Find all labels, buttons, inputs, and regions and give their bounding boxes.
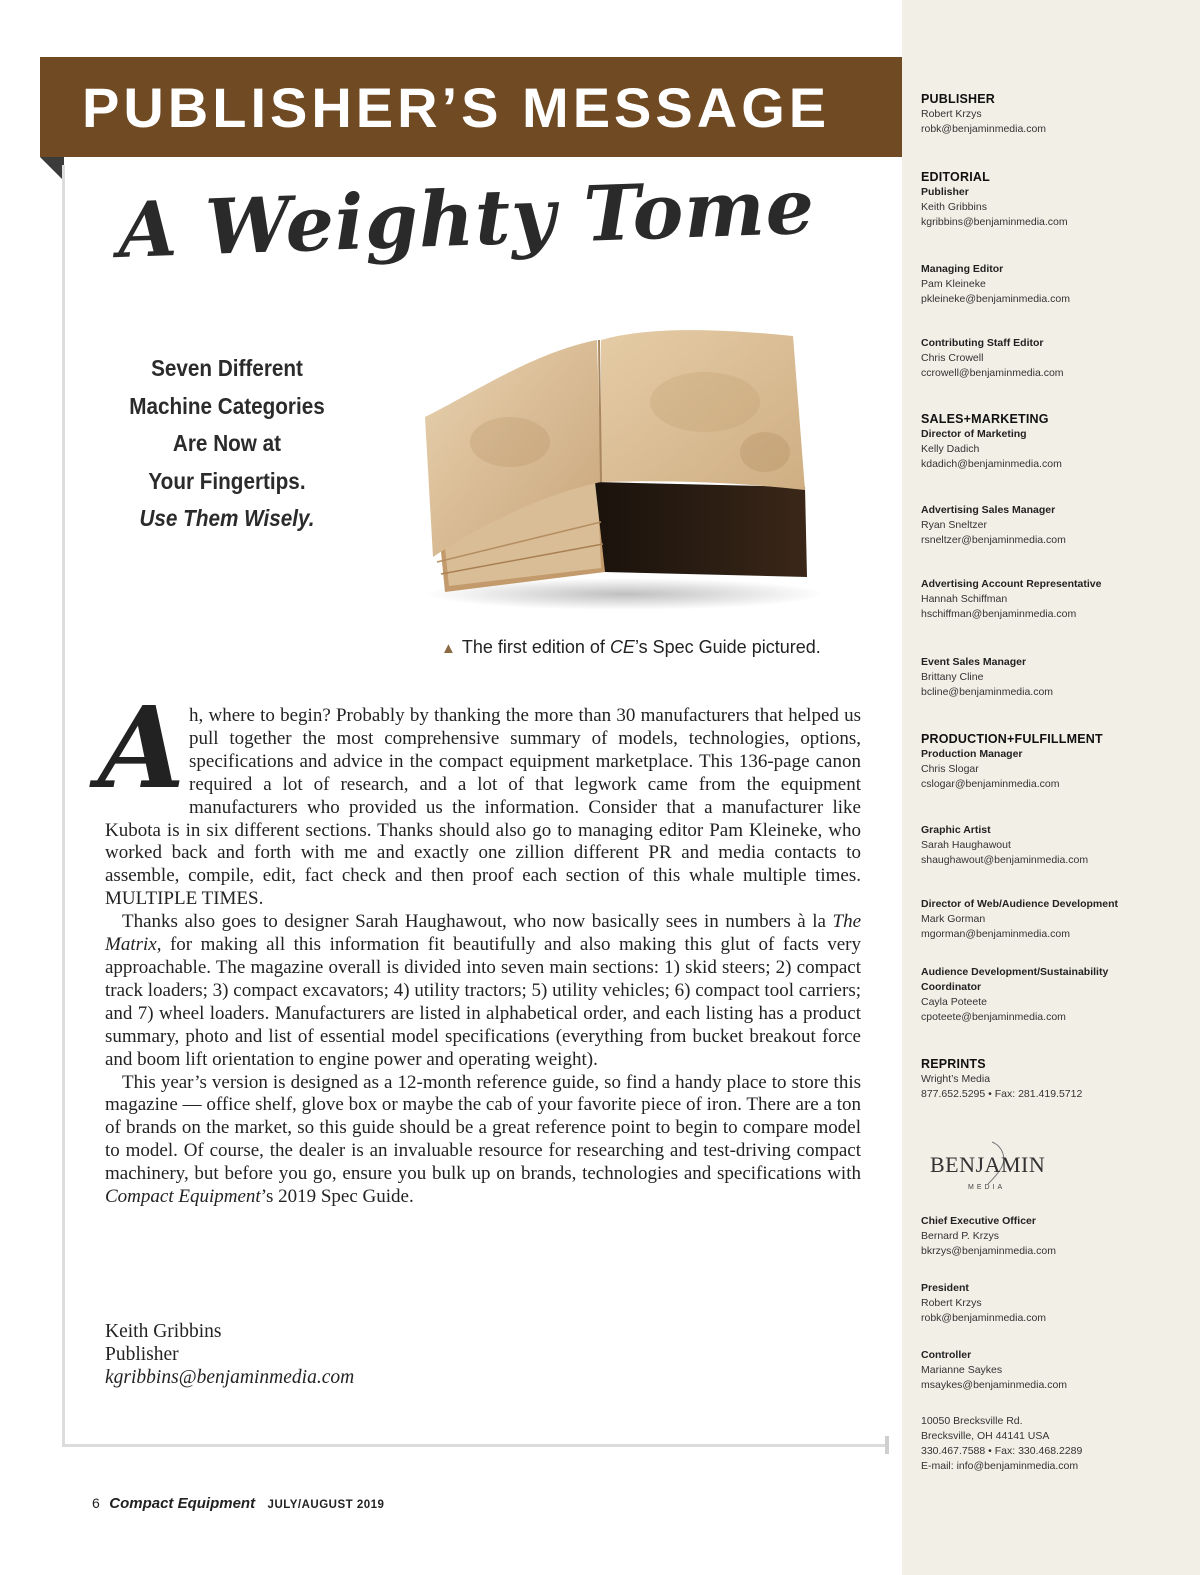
masthead-email[interactable]: cpoteete@benjaminmedia.com	[921, 1011, 1066, 1023]
masthead-name: Robert Krzys	[921, 108, 982, 120]
address-phone: 330.467.7588 • Fax: 330.468.2289	[921, 1445, 1083, 1457]
masthead-name: Chris Slogar	[921, 763, 979, 775]
masthead-role: Director of Marketing	[921, 428, 1027, 440]
masthead-email[interactable]: shaughawout@benjaminmedia.com	[921, 854, 1089, 866]
masthead-name: Bernard P. Krzys	[921, 1230, 1000, 1242]
masthead-email[interactable]: hschiffman@benjaminmedia.com	[921, 608, 1077, 620]
signoff	[105, 1320, 354, 1389]
masthead-name: Ryan Sneltzer	[921, 519, 987, 531]
masthead-name: Marianne Saykes	[921, 1364, 1003, 1376]
benjamin-media-logo	[930, 1140, 1050, 1202]
address-street: 10050 Brecksville Rd.	[921, 1415, 1023, 1427]
paragraph-text: ’s 2019 Spec Guide.	[260, 1186, 414, 1208]
masthead-managing-editor	[921, 262, 1193, 307]
masthead-role: Director of Web/Audience Development	[921, 898, 1119, 910]
masthead-contributing-editor	[921, 336, 1193, 381]
masthead-role: Chief Executive Officer	[921, 1215, 1036, 1227]
masthead-ad-sales	[921, 503, 1193, 548]
masthead-production	[921, 732, 1193, 792]
masthead-name: Cayla Poteete	[921, 996, 987, 1008]
masthead-email[interactable]: robk@benjaminmedia.com	[921, 1312, 1047, 1324]
masthead-role: Contributing Staff Editor	[921, 337, 1044, 349]
masthead-role: Managing Editor	[921, 263, 1004, 275]
masthead-name: Brittany Cline	[921, 671, 984, 683]
masthead-name: Wright’s Media	[921, 1073, 991, 1085]
frame-line-left	[62, 165, 65, 1447]
signoff-name: Keith Gribbins	[105, 1321, 222, 1342]
section-banner	[40, 57, 902, 157]
caption-suffix: ’s Spec Guide pictured.	[634, 637, 821, 657]
masthead-name: Mark Gorman	[921, 913, 986, 925]
masthead-sidebar	[902, 0, 1200, 1575]
deck-line: Your Fingertips.	[148, 467, 306, 494]
masthead-name: Kelly Dadich	[921, 443, 980, 455]
banner-fold	[40, 157, 64, 181]
masthead-role: Audience Development/Sustainability	[921, 966, 1109, 978]
masthead-email[interactable]: ccrowell@benjaminmedia.com	[921, 367, 1064, 379]
logo-word: BENJAMIN	[930, 1152, 1046, 1177]
masthead-name: Chris Crowell	[921, 352, 984, 364]
masthead-heading: PUBLISHER	[921, 92, 996, 106]
drop-cap: A	[98, 683, 185, 814]
masthead-role: Advertising Account Representative	[921, 578, 1102, 590]
paragraph-italic: The Matrix	[105, 911, 861, 956]
masthead-name: Hannah Schiffman	[921, 593, 1008, 605]
paragraph-text: This year’s version is designed as a 12-month reference guide, so find a handy place to store this magazine — office shelf, glove box or maybe the cab of your favorite piece of iron. There are a ton of brands on the market, so this guide should be a great reference point to begin to compare model to model. Of course, the dealer is an invaluable resource for researching and test-driving compact machinery, but before you go, ensure you bulk up on brands, technologies and specifications with	[105, 1071, 861, 1185]
masthead-email[interactable]: kgribbins@benjaminmedia.com	[921, 216, 1068, 228]
article-body	[105, 705, 861, 1209]
masthead-email[interactable]: mgorman@benjaminmedia.com	[921, 928, 1070, 940]
masthead-phone: 877.652.5295 • Fax: 281.419.5712	[921, 1088, 1083, 1100]
paragraph-text: h, where to begin? Probably by thanking the more than 30 manufacturers that helped us pull together the most comprehensive summary of models, technologies, options, specifications and advice in the compact equipment marketplace. This 136-page canon required a lot of research, and a lot of that legwork came from the equipment manufacturers who provided us the information. Consider that a manufacturer like Kubota is in six different sections. Thanks should also go to managing editor Pam Kleineke, who worked back and forth with me and exactly one zillion different PR and media contacts to assemble, compile, edit, fact check and then proof each section of this whale multiple times. MULTIPLE TIMES.	[105, 705, 861, 910]
masthead-graphic-artist	[921, 823, 1193, 868]
frame-line-bottom	[62, 1444, 888, 1447]
logo-sub: MEDIA	[968, 1184, 1006, 1191]
masthead-email[interactable]: bcline@benjaminmedia.com	[921, 686, 1054, 698]
masthead-heading: SALES+MARKETING	[921, 412, 1049, 426]
magazine-name: Compact Equipment	[109, 1495, 256, 1512]
paragraph-text: Thanks also goes to designer Sarah Haughawout, who now basically sees in numbers à la	[122, 911, 833, 933]
paragraph	[105, 911, 861, 1071]
article-headline: A Weighty Tome	[116, 161, 817, 275]
masthead-email[interactable]: robk@benjaminmedia.com	[921, 123, 1047, 135]
masthead-name: Sarah Haughawout	[921, 839, 1011, 851]
issue-date: JULY/AUGUST 2019	[267, 1499, 385, 1511]
masthead-email[interactable]: pkleineke@benjaminmedia.com	[921, 293, 1070, 305]
masthead-email[interactable]: bkrzys@benjaminmedia.com	[921, 1245, 1056, 1257]
masthead-president	[921, 1281, 1193, 1326]
caption-prefix: The first edition of	[461, 637, 610, 657]
masthead-name: Keith Gribbins	[921, 201, 987, 213]
masthead-heading: PRODUCTION+FULFILLMENT	[921, 732, 1103, 746]
paragraph	[105, 705, 861, 911]
masthead-reprints	[921, 1057, 1193, 1102]
masthead-role: Publisher	[921, 186, 969, 198]
masthead-email[interactable]: kdadich@benjaminmedia.com	[921, 458, 1062, 470]
page-footer	[92, 1495, 384, 1513]
deck-line: Seven Different	[151, 355, 303, 381]
signoff-title: Publisher	[105, 1344, 179, 1365]
masthead-ad-account	[921, 577, 1193, 622]
address-city: Brecksville, OH 44141 USA	[921, 1430, 1050, 1442]
address-email[interactable]: E-mail: info@benjaminmedia.com	[921, 1460, 1079, 1472]
masthead-role: Graphic Artist	[921, 824, 991, 836]
old-book-illustration	[415, 322, 820, 614]
paragraph-text: , for making all this information fit beautifully and also making this glut of facts very approachable. The magazine overall is divided into seven main sections: 1) skid steers; 2) compact track loaders; 3) compact excavators; 4) utility tractors; 5) utility vehicles; 6) compact tool carriers; and 7) wheel loaders. Manufacturers are listed in alphabetical order, and each listing has a product summary, photo and list of essential model specifications (everything from bucket breakout force and boom lift orientation to engine power and operating weight).	[105, 934, 861, 1070]
masthead-role: Production Manager	[921, 748, 1023, 760]
masthead-audience-coordinator	[921, 965, 1193, 1025]
masthead-role: Coordinator	[921, 981, 982, 993]
masthead-email[interactable]: rsneltzer@benjaminmedia.com	[921, 534, 1066, 546]
deck-line: Machine Categories	[129, 392, 325, 419]
masthead-event-sales	[921, 655, 1193, 700]
masthead-role: Event Sales Manager	[921, 656, 1027, 668]
deck-line: Are Now at	[172, 430, 282, 456]
masthead-name: Pam Kleineke	[921, 278, 986, 290]
frame-line-cap	[885, 1436, 889, 1454]
masthead-name: Robert Krzys	[921, 1297, 982, 1309]
masthead-email[interactable]: msaykes@benjaminmedia.com	[921, 1379, 1068, 1391]
article-deck	[92, 350, 362, 538]
masthead-web-director	[921, 897, 1193, 942]
masthead-email[interactable]: cslogar@benjaminmedia.com	[921, 778, 1060, 790]
page-number: 6	[92, 1495, 100, 1511]
paragraph	[105, 1072, 861, 1209]
paragraph-italic: Compact Equipment	[105, 1186, 261, 1208]
masthead-heading: EDITORIAL	[921, 170, 990, 184]
image-caption	[441, 637, 821, 658]
section-title: PUBLISHER’S MESSAGE	[82, 76, 831, 139]
masthead-sales	[921, 412, 1193, 472]
signoff-email[interactable]: kgribbins@benjaminmedia.com	[105, 1367, 355, 1388]
deck-emphasis: Use Them Wisely.	[139, 505, 315, 531]
masthead-role: Advertising Sales Manager	[921, 504, 1056, 516]
masthead-publisher	[921, 92, 1193, 137]
masthead-address	[921, 1414, 1193, 1474]
masthead-heading: REPRINTS	[921, 1057, 986, 1071]
masthead-ceo	[921, 1214, 1193, 1259]
masthead-role: Controller	[921, 1349, 972, 1361]
masthead-editorial	[921, 170, 1193, 230]
caption-italic: CE	[609, 637, 635, 657]
caption-triangle-icon: ▲	[441, 640, 456, 657]
masthead-role: President	[921, 1282, 969, 1294]
masthead-controller	[921, 1348, 1193, 1393]
